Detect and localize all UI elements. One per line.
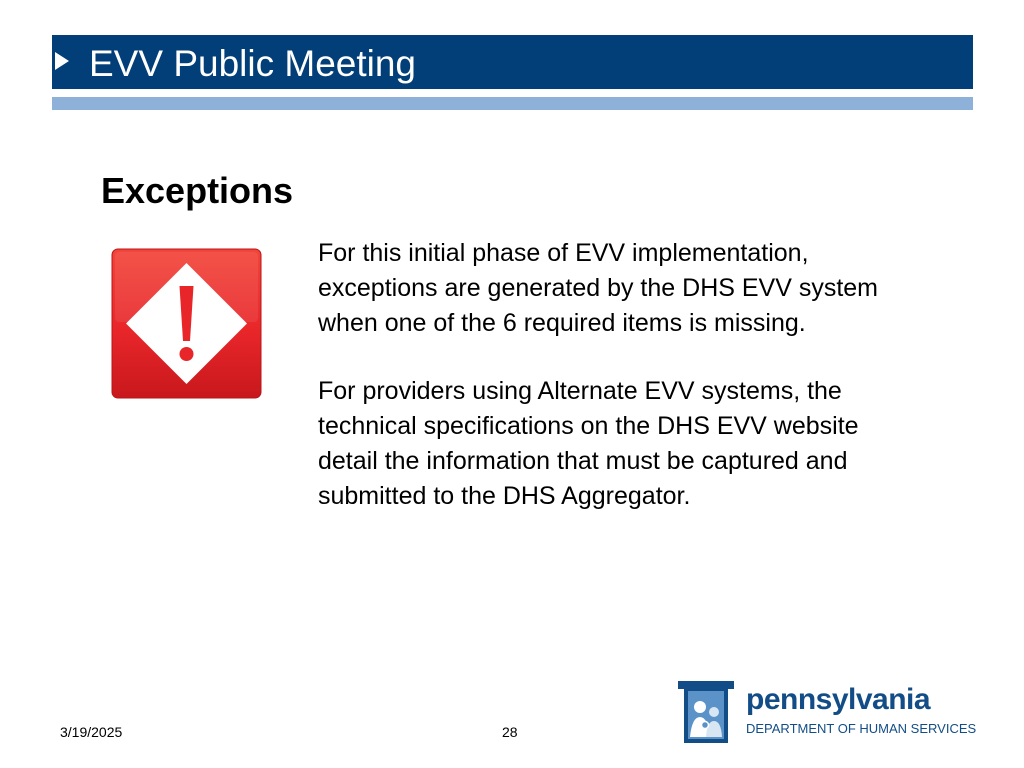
paragraph-alternate-evv: For providers using Alternate EVV systems, the technical specifications on the DHS EVV website detail the information that must be captured and submitted to the DHS Aggregator. — [318, 377, 859, 510]
page-number: 28 — [502, 724, 518, 740]
keystone-logo-icon — [674, 679, 738, 745]
paragraph-exceptions: For this initial phase of EVV implementation, exceptions are generated by the DHS EVV system when one of the 6 required items is missing. — [318, 239, 879, 337]
body-text — [318, 236, 978, 514]
header-rule — [52, 97, 973, 110]
warning-icon — [111, 248, 262, 399]
logo-department: DEPARTMENT OF HUMAN SERVICES — [746, 721, 977, 736]
header-arrow-icon — [55, 52, 69, 70]
logo-wordmark: pennsylvania — [746, 683, 931, 716]
footer-date: 3/19/2025 — [60, 724, 123, 740]
section-heading: Exceptions — [101, 170, 294, 211]
slide-title: EVV Public Meeting — [89, 43, 417, 84]
pennsylvania-dhs-logo — [674, 679, 979, 749]
